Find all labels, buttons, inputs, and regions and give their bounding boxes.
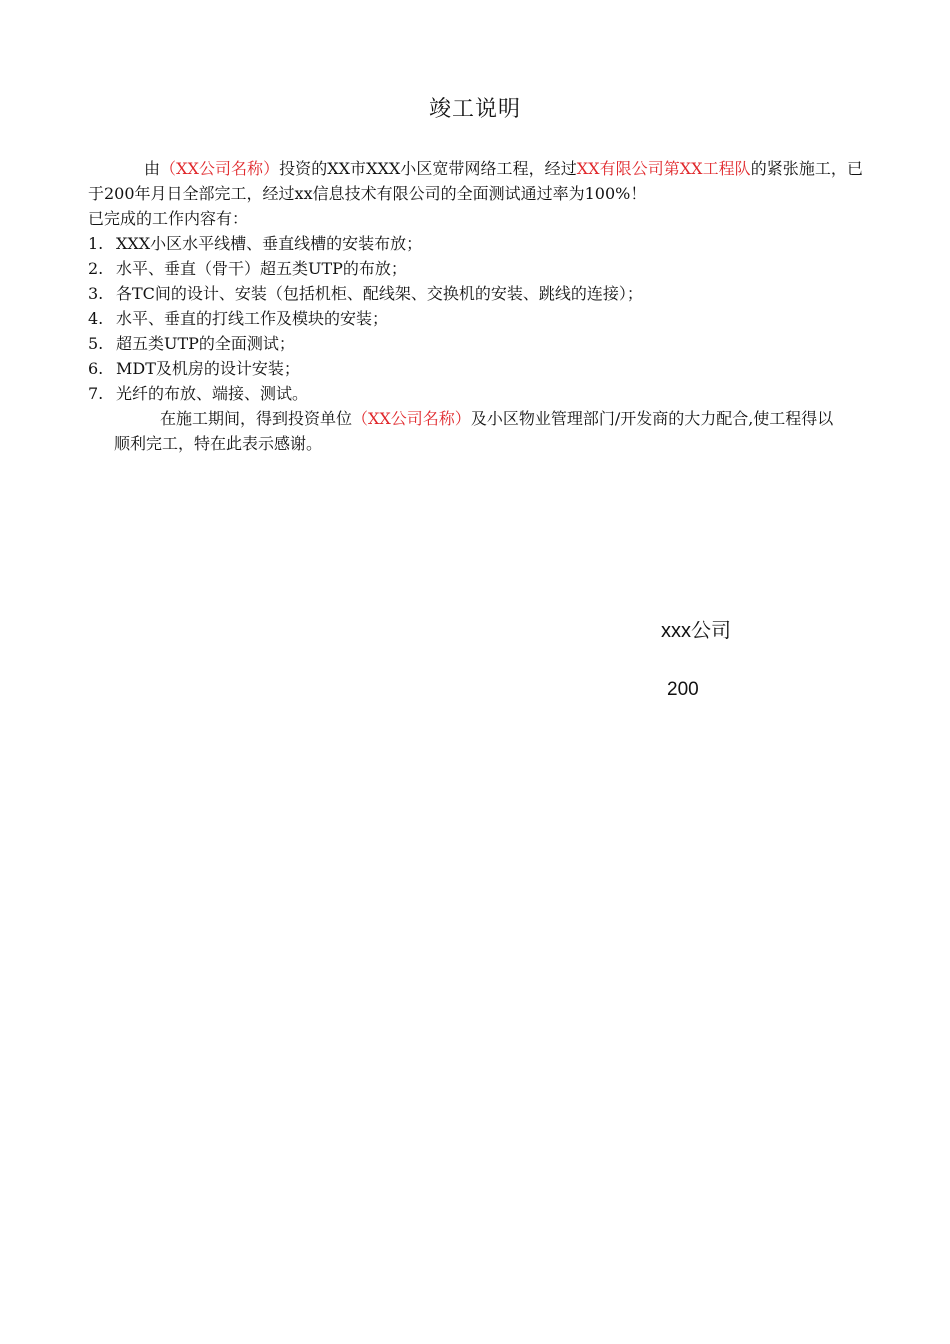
list-item-text: XXX小区水平线槽、垂直线槽的安装布放； <box>116 234 423 253</box>
list-item-text: 水平、垂直（骨干）超五类UTP的布放； <box>116 259 407 278</box>
intro-text-2: 投资的XX市XXX小区宽带网络工程，经过 <box>279 159 577 178</box>
closing-text-2: 及小区物业管理部门/开发商的大力配合,使工程得以顺利完工，特在此表示感谢。 <box>114 409 834 453</box>
list-item <box>88 231 863 256</box>
intro-text-1: 由 <box>144 159 161 178</box>
list-item-text: 光纤的布放、端接、测试。 <box>116 384 309 403</box>
list-item-number: 6. <box>88 359 104 378</box>
document-title: 竣工说明 <box>428 97 521 122</box>
closing-paragraph <box>88 406 844 456</box>
list-item-number: 2. <box>88 259 104 278</box>
list-item-number: 4. <box>88 309 104 328</box>
closing-client-name-highlight: （XX公司名称） <box>352 409 471 428</box>
completed-heading: 已完成的工作内容有： <box>88 209 249 228</box>
list-item-text: 水平、垂直的打线工作及模块的安装； <box>116 309 389 328</box>
list-item-number: 3. <box>88 284 104 303</box>
closing-text-1: 在施工期间，得到投资单位 <box>160 409 353 428</box>
intro-text-3: 的紧张施工，已于200年月日全部完工，经过xx信息技术有限公司的全面测试通过率为100%！ <box>88 159 863 203</box>
list-item-number: 7. <box>88 384 104 403</box>
intro-paragraph <box>88 156 863 206</box>
list-item <box>88 256 863 281</box>
list-item-text: 各TC间的设计、安装（包括机柜、配线架、交换机的安装、跳线的连接）； <box>116 284 643 303</box>
list-item <box>88 331 863 356</box>
document-body <box>88 156 863 456</box>
list-item <box>88 381 863 406</box>
list-item-number: 5. <box>88 334 104 353</box>
list-item <box>88 356 863 381</box>
contractor-highlight: XX有限公司第XX工程队 <box>576 159 751 178</box>
list-item <box>88 281 863 306</box>
signature-date: 200 <box>667 679 699 700</box>
list-item-text: 超五类UTP的全面测试； <box>116 334 295 353</box>
list-item-number: 1. <box>88 234 104 253</box>
client-name-highlight: （XX公司名称） <box>160 159 280 178</box>
work-item-list <box>88 231 863 406</box>
signature-company: xxx公司 <box>661 620 731 642</box>
list-item-text: MDT及机房的设计安装； <box>116 359 300 378</box>
list-item <box>88 306 863 331</box>
